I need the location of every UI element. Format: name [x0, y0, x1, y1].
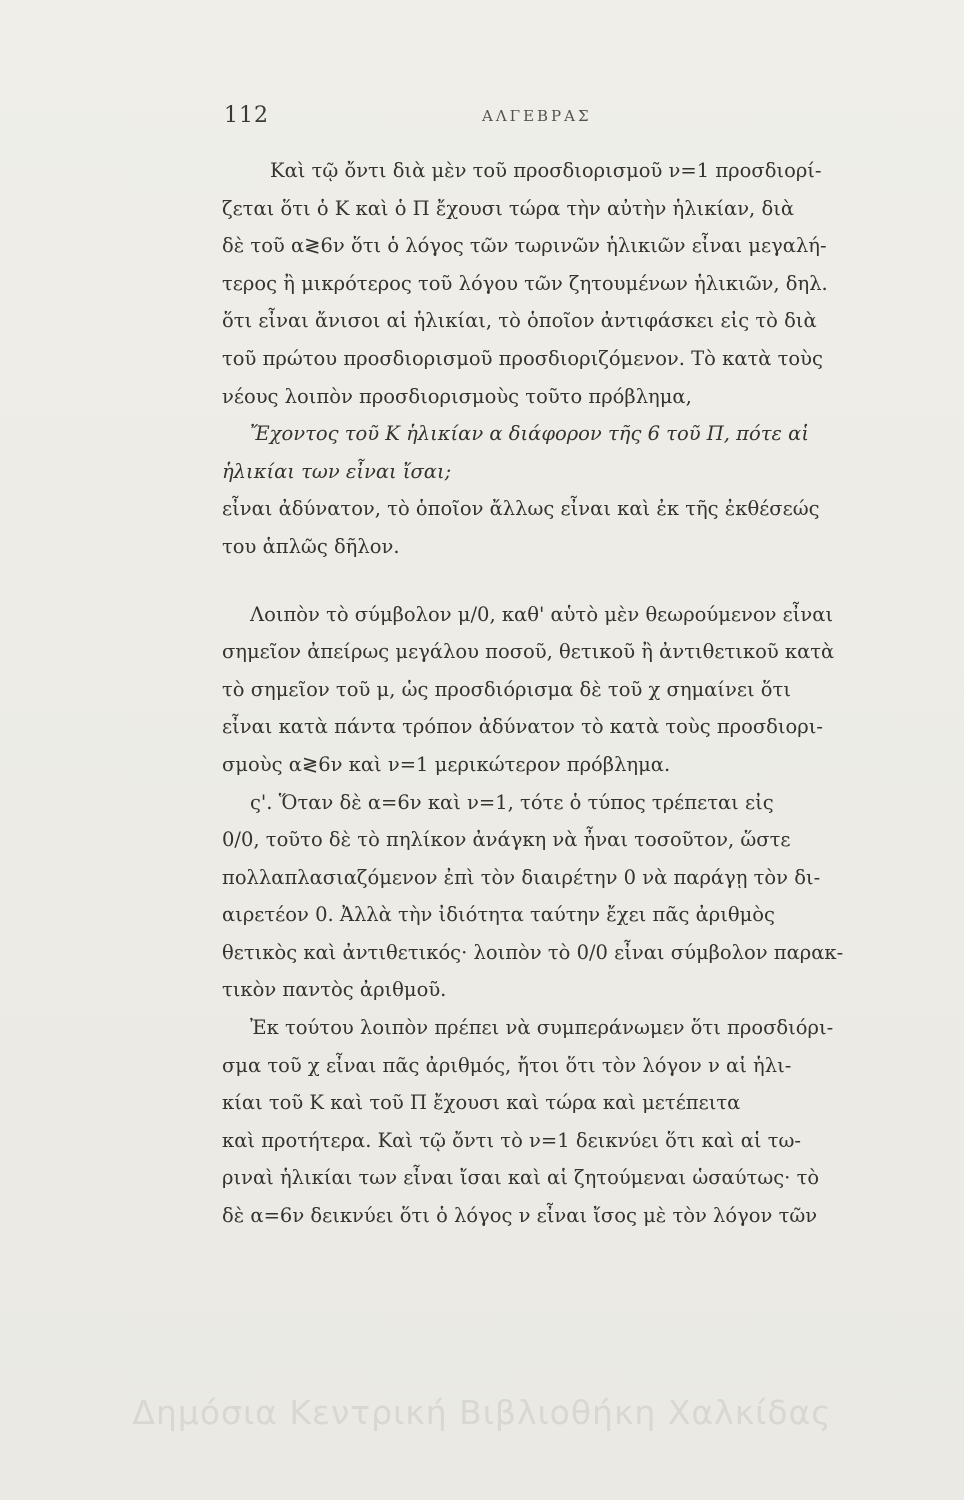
text-line: Λοιπὸν τὸ σύμβολον μ/0, καθ' αὑτὸ μὲν θεωρούμενον εἶναι — [250, 602, 834, 626]
text-line: Καὶ τῷ ὄντι διὰ μὲν τοῦ προσδιορισμοῦ ν=1 προσδιορί- — [270, 159, 822, 182]
body-text — [222, 152, 918, 1235]
text-line: κίαι τοῦ Κ καὶ τοῦ Π ἔχουσι καὶ τώρα καὶ μετέπειτα — [222, 1091, 741, 1115]
text-line: εἶναι ἀδύνατον, τὸ ὁποῖον ἄλλως εἶναι καὶ ἐκ τῆς ἐκθέσεώς — [222, 497, 820, 521]
text-line: καὶ προτήτερα. Καὶ τῷ ὄντι τὸ ν=1 δεικνύει ὅτι καὶ αἱ τω- — [222, 1128, 802, 1152]
text-line: 0/0, τοῦτο δὲ τὸ πηλίκον ἀνάγκη νὰ ἦναι τοσοῦτον, ὥστε — [222, 828, 791, 852]
text-line: δὲ α=6ν δεικνύει ὅτι ὁ λόγος ν εἶναι ἴσος μὲ τὸν λόγον τῶν — [222, 1204, 818, 1228]
paragraph-spacer — [222, 566, 918, 596]
text-line: αιρετέον 0. Ἀλλὰ τὴν ἰδιότητα ταύτην ἔχει πᾶς ἀριθμὸς — [222, 903, 775, 927]
text-line: τὸ σημεῖον τοῦ μ, ὡς προσδιόρισμα δὲ τοῦ χ σημαίνει ὅτι — [222, 677, 791, 701]
text-line: σμοὺς α≷6ν καὶ ν=1 μερικώτερον πρόβλημα. — [222, 752, 671, 776]
text-line: πολλαπλασιαζόμενον ἐπὶ τὸν διαιρέτην 0 νὰ παράγῃ τὸν δι- — [222, 865, 821, 889]
text-line: ζεται ὅτι ὁ Κ καὶ ὁ Π ἔχουσι τώρα τὴν αὐτὴν ἡλικίαν, διὰ — [222, 196, 795, 220]
text-line: ριναὶ ἡλικίαι των εἶναι ἴσαι καὶ αἱ ζητούμεναι ὡσαύτως· τὸ — [222, 1166, 820, 1190]
italic-problem-line: Ἔχοντος τοῦ Κ ἡλικίαν α διάφορον τῆς 6 τοῦ Π, πότε αἱ — [250, 422, 809, 446]
text-line: ὅτι εἶναι ἄνισοι αἱ ἡλικίαι, τὸ ὁποῖον ἀντιφάσκει εἰς τὸ διὰ — [222, 309, 817, 333]
italic-problem-line: ἡλικίαι των εἶναι ἴσαι; — [222, 459, 452, 483]
text-line: του ἁπλῶς δῆλον. — [222, 534, 400, 558]
text-line: τικὸν παντὸς ἀριθμοῦ. — [222, 978, 447, 1002]
text-line: δὲ τοῦ α≷6ν ὅτι ὁ λόγος τῶν τωρινῶν ἡλικιῶν εἶναι μεγαλή- — [222, 234, 827, 258]
text-line: σμα τοῦ χ εἶναι πᾶς ἀριθμός, ἤτοι ὅτι τὸν λόγον ν αἱ ἡλι- — [222, 1053, 792, 1077]
text-line: Ἐκ τούτου λοιπὸν πρέπει νὰ συμπεράνωμεν ὅτι προσδιόρι- — [250, 1016, 834, 1040]
text-line: εἶναι κατὰ πάντα τρόπον ἀδύνατον τὸ κατὰ τοὺς προσδιορι- — [222, 715, 823, 739]
text-line: τερος ἢ μικρότερος τοῦ λόγου τῶν ζητουμένων ἡλικιῶν, δηλ. — [222, 271, 828, 295]
page-header — [224, 103, 724, 143]
text-line: τοῦ πρώτου προσδιορισμοῦ προσδιοριζόμενον. Τὸ κατὰ τοὺς — [222, 346, 823, 370]
running-title: ΑΛΓΕΒΡΑΣ — [482, 107, 592, 125]
text-line: σημεῖον ἀπείρως μεγάλου ποσοῦ, θετικοῦ ἢ ἀντιθετικοῦ κατὰ — [222, 640, 835, 664]
library-watermark: Δημόσια Κεντρική Βιβλιοθήκη Χαλκίδας — [132, 1393, 832, 1432]
text-line: θετικὸς καὶ ἀντιθετικός· λοιπὸν τὸ 0/0 εἶναι σύμβολον παρακ- — [222, 940, 844, 964]
page-number: 112 — [224, 103, 269, 128]
section-line: ς'. Ὅταν δὲ α=6ν καὶ ν=1, τότε ὁ τύπος τρέπεται εἰς — [250, 790, 774, 814]
text-line: νέους λοιπὸν προσδιορισμοὺς τοῦτο πρόβλημα, — [222, 384, 692, 408]
